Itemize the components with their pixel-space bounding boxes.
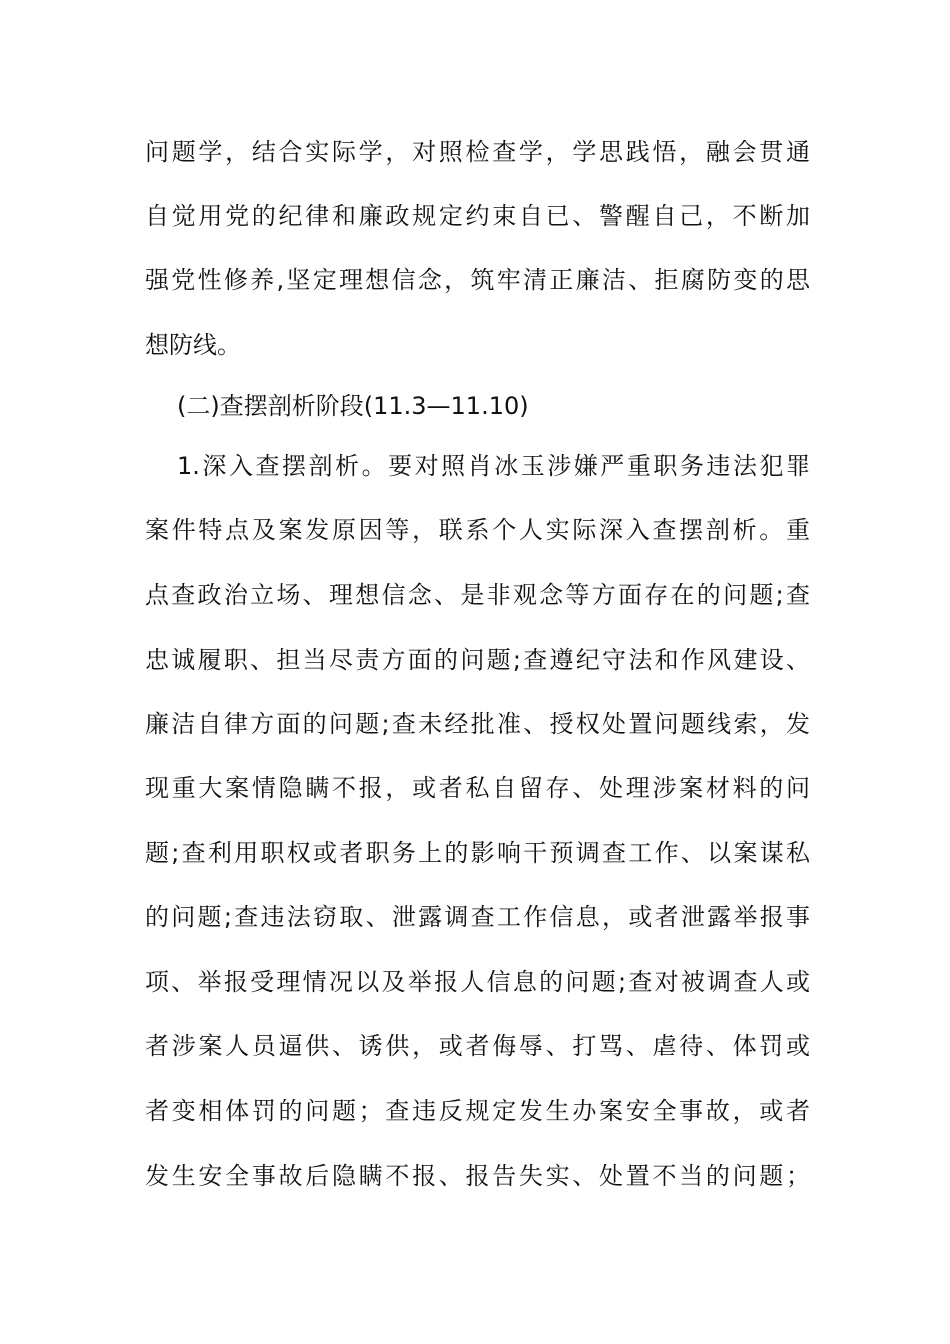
text-line: 点查政治立场、理想信念、是非观念等方面存在的问题;查 [145,581,810,609]
text-line: 廉洁自律方面的问题;查未经批准、授权处置问题线索，发 [145,710,810,738]
text-line: 发生安全事故后隐瞒不报、报告失实、处置不当的问题； [145,1162,810,1190]
text-line: 者变相体罚的问题；查违反规定发生办案安全事故，或者 [145,1097,810,1125]
text-line: 忠诚履职、担当尽责方面的问题;查遵纪守法和作风建设、 [145,646,810,674]
text-line: 题;查利用职权或者职务上的影响干预调查工作、以案谋私 [145,839,810,867]
text-line: 想防线。 [145,331,241,359]
text-line: 的问题;查违法窃取、泄露调查工作信息，或者泄露举报事 [145,903,810,931]
text-line: 问题学，结合实际学，对照检查学，学思践悟，融会贯通 [145,138,810,166]
section-heading: (二)查摆剖析阶段(11.3—11.10) [177,392,529,420]
text-line: 强党性修养,坚定理想信念，筑牢清正廉洁、拒腐防变的思 [145,266,810,294]
text-line: 自觉用党的纪律和廉政规定约束自已、警醒自己，不断加 [145,202,810,230]
text-line: 者涉案人员逼供、诱供，或者侮辱、打骂、虐待、体罚或 [145,1032,810,1060]
text-line: 案件特点及案发原因等，联系个人实际深入查摆剖析。重 [145,516,810,544]
text-line: 1.深入查摆剖析。要对照肖冰玉涉嫌严重职务违法犯罪 [177,452,810,480]
text-line: 项、举报受理情况以及举报人信息的问题;查对被调查人或 [145,968,810,996]
text-line: 现重大案情隐瞒不报，或者私自留存、处理涉案材料的问 [145,774,810,802]
